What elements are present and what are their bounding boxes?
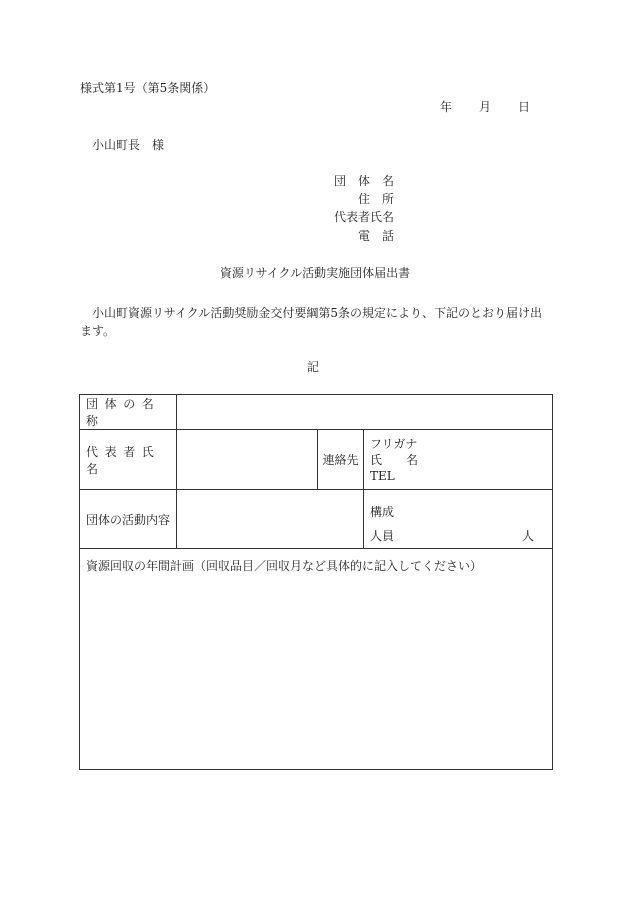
member-unit: 人 <box>522 529 535 543</box>
tel-label: TEL <box>370 469 395 483</box>
addressee: 小山町長 様 <box>92 138 165 152</box>
group-name-label: 団 体 名 <box>334 174 395 188</box>
rep-name-cell-label: 代表者氏名 <box>80 430 177 490</box>
member-label-1: 構成 <box>370 505 395 519</box>
phone-label: 電 話 <box>358 229 395 243</box>
document-title: 資源リサイクル活動実施団体届出書 <box>219 266 411 280</box>
group-name-field[interactable] <box>177 395 553 430</box>
table-row <box>80 430 553 490</box>
plan-label: 資源回収の年間計画（回収品目／回収月など具体的に記入してください） <box>86 559 483 573</box>
date-year: 年 <box>440 100 453 114</box>
rep-name-field[interactable] <box>177 430 318 490</box>
plan-field[interactable] <box>80 549 553 770</box>
ki-marker: 記 <box>306 360 319 374</box>
body-text: 小山町資源リサイクル活動奨励金交付要綱第5条の規定により、下記のとおり届け出ます。 <box>80 306 542 338</box>
date-line <box>440 101 530 113</box>
furigana-label: フリガナ <box>370 437 418 451</box>
form-number: 様式第1号（第5条関係） <box>80 81 216 95</box>
application-table <box>79 394 553 770</box>
date-month: 月 <box>479 100 492 114</box>
contact-label: 連絡先 <box>318 430 364 490</box>
table-row <box>80 490 553 549</box>
activity-cell-label: 団体の活動内容 <box>80 490 177 549</box>
group-name-cell-label: 団体の名称 <box>80 395 177 430</box>
representative-label: 代表者氏名 <box>334 210 395 224</box>
date-day: 日 <box>518 100 531 114</box>
contact-field[interactable] <box>364 430 553 490</box>
member-label-2: 人員 <box>370 529 395 543</box>
member-field[interactable] <box>364 490 553 549</box>
table-row <box>80 549 553 770</box>
name-label: 氏 名 <box>370 453 419 467</box>
activity-field[interactable] <box>177 490 364 549</box>
address-label: 住 所 <box>358 192 395 206</box>
table-row <box>80 395 553 430</box>
